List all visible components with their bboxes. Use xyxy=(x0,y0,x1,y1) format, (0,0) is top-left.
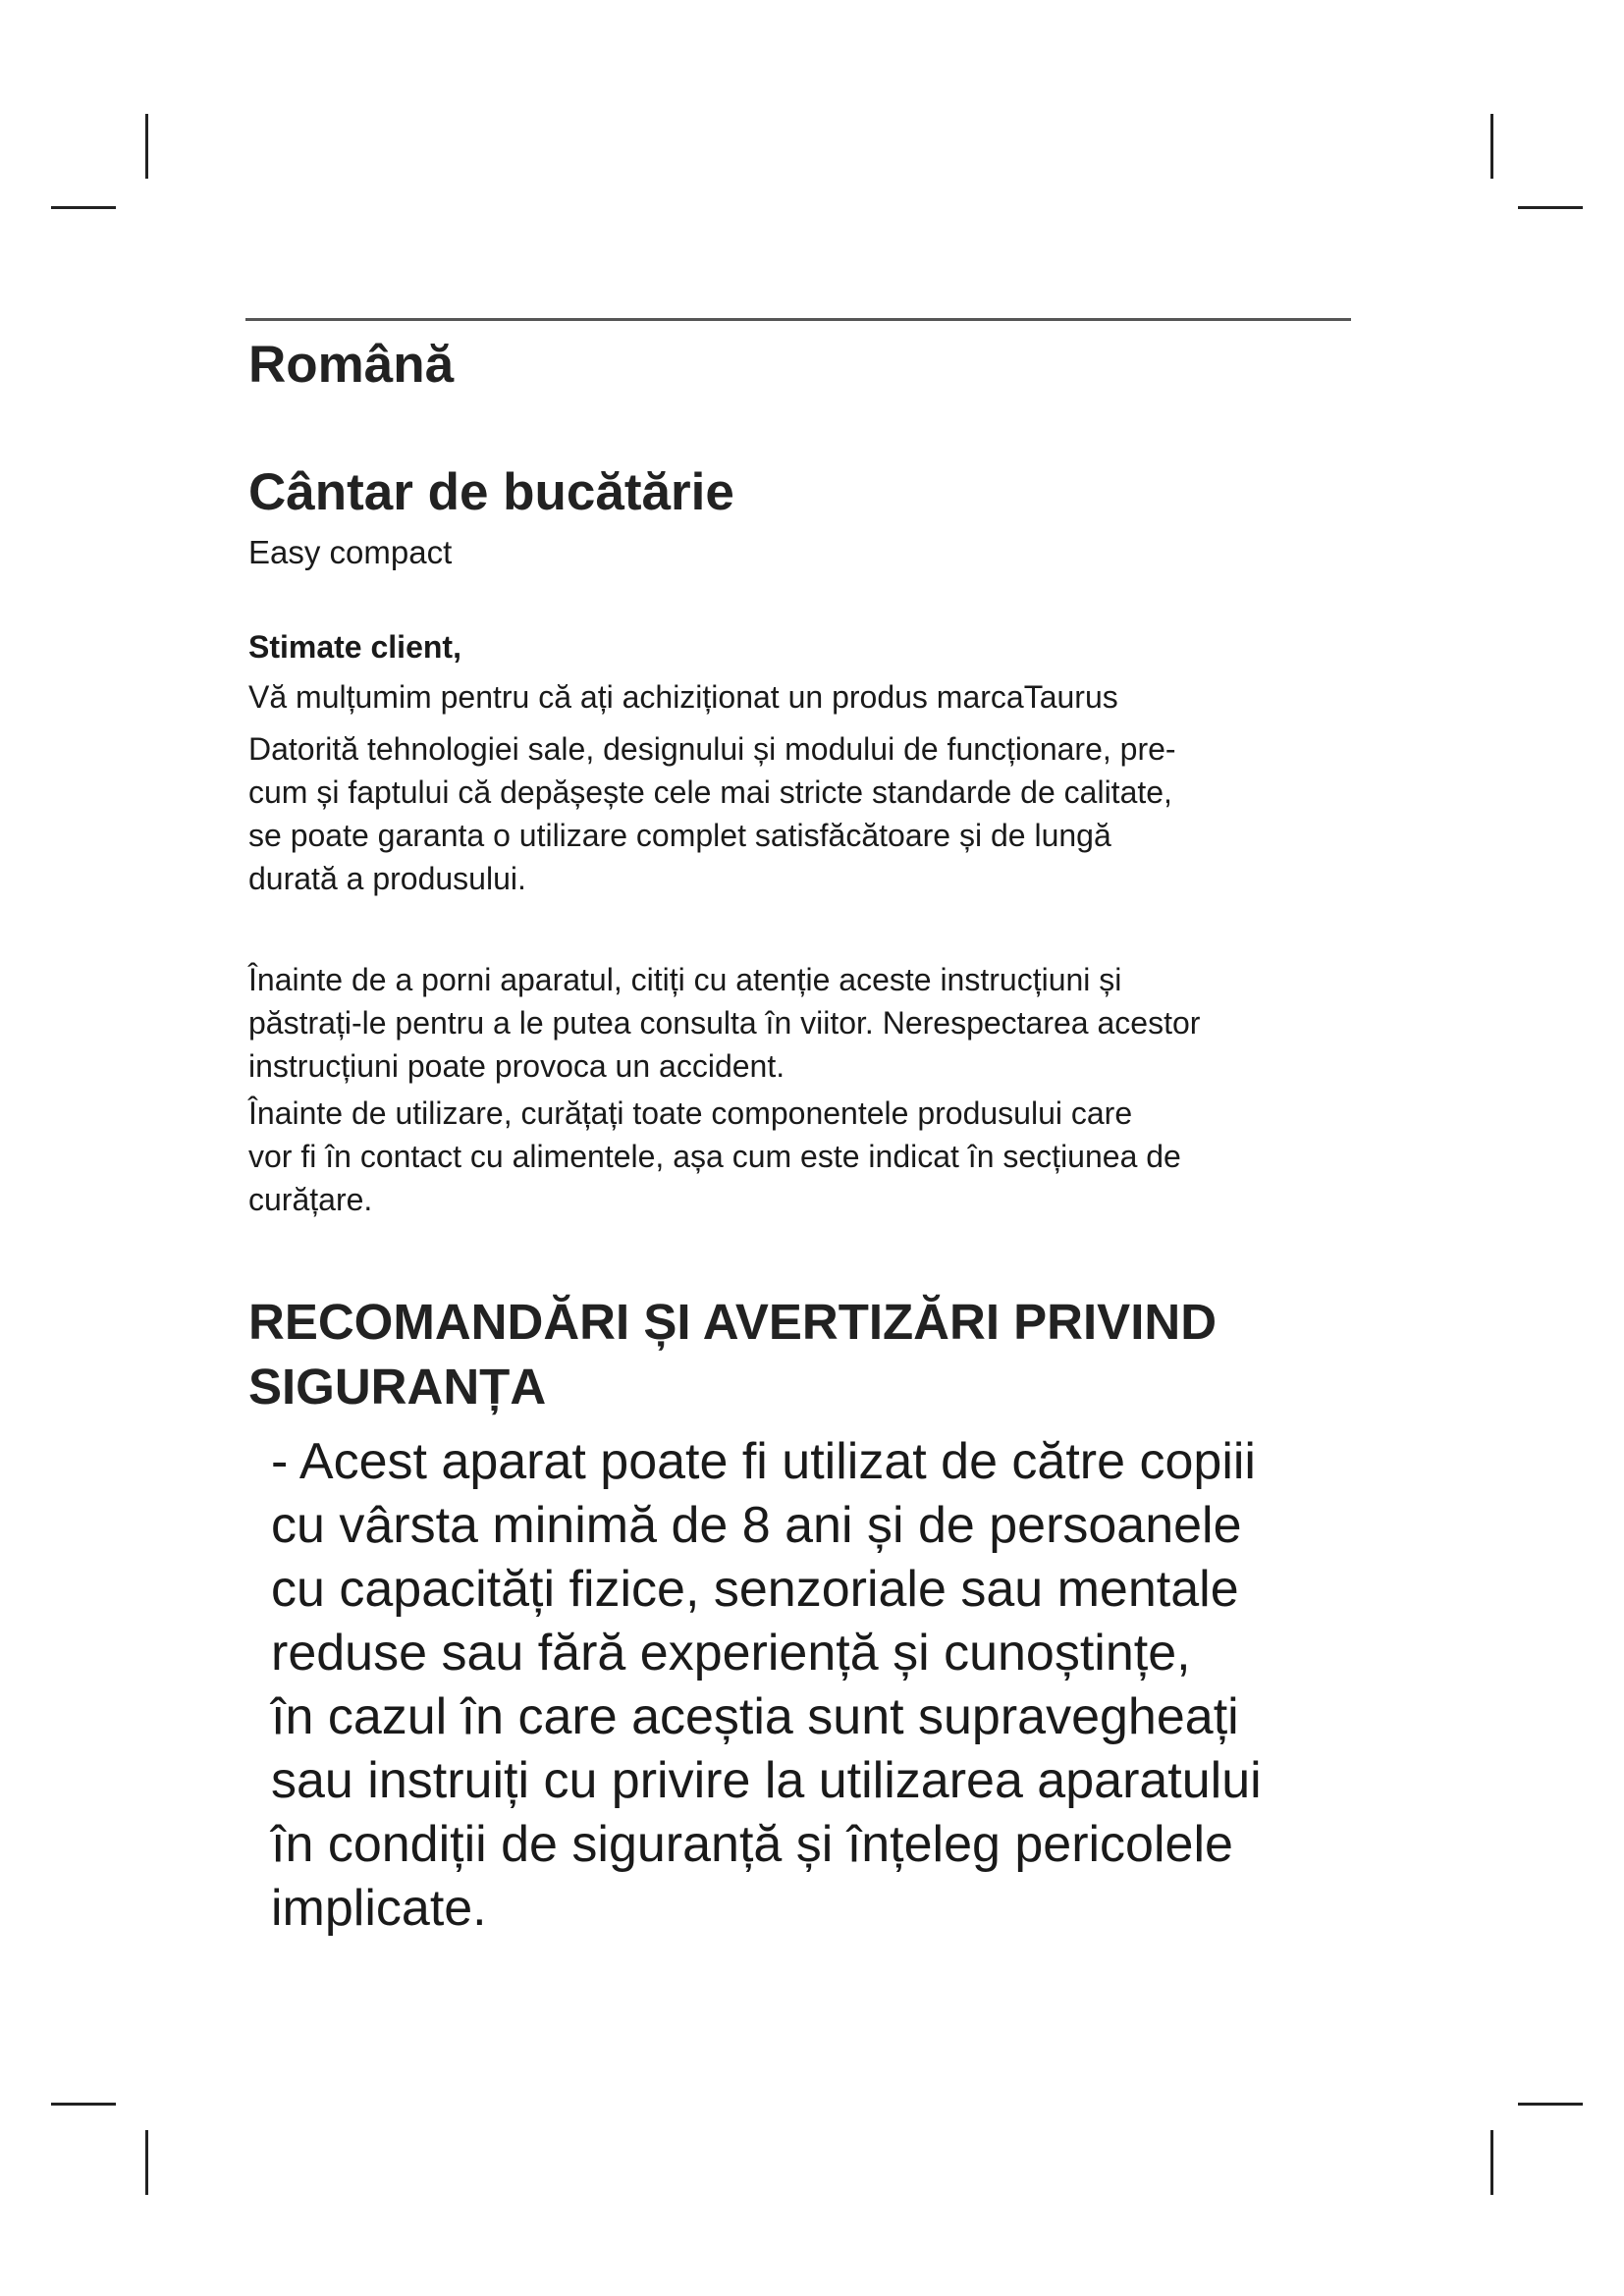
intro-paragraph: Datorită tehnologiei sale, designului și modului de funcționare, pre- cum și faptului că depășește cele mai stricte standarde de calitate, se poate garanta o utilizare complet satisfăcătoare și de lungă durată a produsului. xyxy=(248,731,1176,896)
crop-mark-top-left-vertical xyxy=(145,114,148,179)
greeting: Stimate client, xyxy=(248,629,461,665)
crop-mark-bottom-right-horizontal xyxy=(1518,2103,1583,2106)
safety-section-title: RECOMANDĂRI ȘI AVERTIZĂRI PRIVIND SIGURANȚA xyxy=(248,1294,1218,1415)
thanks-text: Vă mulțumim pentru că ați achiziționat un produs marcaTaurus xyxy=(248,679,1118,715)
safety-warning-item: - Acest aparat poate fi utilizat de către copiii cu vârsta minimă de 8 ani și de persoanele cu capacități fizice, senzoriale sau mentale reduse sau fără experiență și cunoștințe, în cazul în care aceștia sunt supravegheați sau instruiți cu privire la utilizarea aparatului în condiții de siguranță și înțeleg pericolele implicate. xyxy=(271,1433,1262,1937)
crop-mark-top-right-horizontal xyxy=(1518,206,1583,209)
product-model: Easy compact xyxy=(248,534,453,570)
product-title: Cântar de bucătărie xyxy=(248,463,734,521)
crop-mark-top-right-vertical xyxy=(1490,114,1493,179)
crop-mark-bottom-left-horizontal xyxy=(51,2103,116,2106)
crop-mark-top-left-horizontal xyxy=(51,206,116,209)
crop-mark-bottom-right-vertical xyxy=(1490,2130,1493,2195)
clean-before-use-paragraph: Înainte de utilizare, curățați toate componentele produsului care vor fi în contact cu alimentele, așa cum este indicat în secțiunea de curățare. xyxy=(248,1095,1181,1217)
crop-mark-bottom-left-vertical xyxy=(145,2130,148,2195)
header-rule xyxy=(245,318,1351,321)
read-instructions-paragraph: Înainte de a porni aparatul, citiți cu atenție aceste instrucțiuni și păstrați-le pentru a le putea consulta în viitor. Nerespectarea acestor instrucțiuni poate provoca un accident. xyxy=(248,962,1201,1084)
language-heading: Română xyxy=(248,336,455,394)
